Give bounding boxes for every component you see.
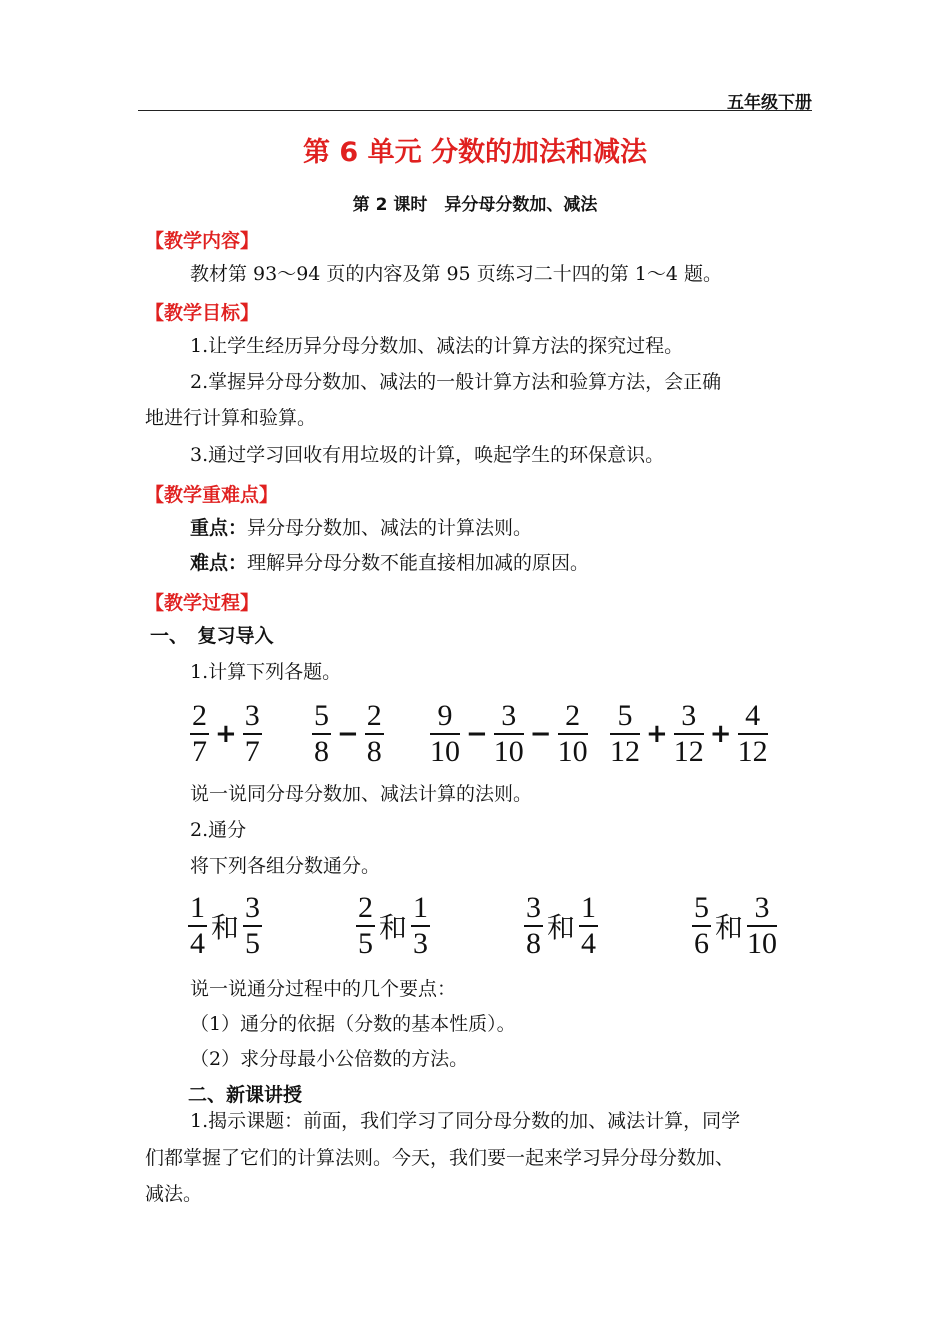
fraction: $\frac{3}{10}$ xyxy=(493,699,524,768)
minus-operator: − xyxy=(337,719,359,749)
fraction: $\frac{2}{5}$ xyxy=(358,891,373,960)
part2-title: 二、新课讲授 xyxy=(188,1084,303,1106)
header-rule xyxy=(138,110,812,111)
and-connector: 和 xyxy=(379,911,408,944)
minus-operator: − xyxy=(466,719,488,749)
fraction: $\frac{2}{10}$ xyxy=(557,699,588,768)
pair-2 xyxy=(356,892,430,960)
focus-text: 异分母分数加、减法的计算法则。 xyxy=(247,517,533,539)
fraction: $\frac{1}{4}$ xyxy=(190,891,205,960)
point-1: （1）通分的依据（分数的基本性质）。 xyxy=(190,1013,516,1035)
difficulty-text: 理解异分母分数不能直接相加减的原因。 xyxy=(247,552,590,574)
plus-operator: + xyxy=(215,719,237,749)
fraction: $\frac{2}{8}$ xyxy=(366,699,382,768)
item-2: 2.通分 xyxy=(190,819,247,841)
fraction: $\frac{3}{8}$ xyxy=(526,891,541,960)
fraction: $\frac{5}{12}$ xyxy=(610,699,640,768)
fraction: $\frac{3}{5}$ xyxy=(245,891,261,960)
unit-title: 第 6 单元 分数的加法和减法 xyxy=(303,137,647,168)
new-lesson-line2: 们都掌握了它们的计算法则。今天，我们要一起来学习异分母分数加、 xyxy=(145,1147,735,1169)
fraction: $\frac{4}{12}$ xyxy=(737,699,768,768)
focus-label: 重点： xyxy=(190,517,248,539)
plus-operator: + xyxy=(646,719,668,749)
new-lesson-line1: 1.揭示课题：前面，我们学习了同分母分数的加、减法计算，同学 xyxy=(190,1110,741,1132)
section-goals-heading: 【教学目标】 xyxy=(145,302,260,324)
part1-title: 一、 复习导入 xyxy=(150,625,274,647)
fraction: $\frac{1}{4}$ xyxy=(581,891,597,960)
fraction: $\frac{2}{7}$ xyxy=(192,699,207,768)
fraction: $\frac{5}{6}$ xyxy=(694,891,709,960)
say-rule: 说一说同分母分数加、减法计算的法则。 xyxy=(190,783,533,805)
say-points: 说一说通分过程中的几个要点： xyxy=(190,978,457,1000)
pair-3 xyxy=(524,892,598,960)
section-keypoints-heading: 【教学重难点】 xyxy=(145,484,279,506)
point-2: （2）求分母最小公倍数的方法。 xyxy=(190,1048,469,1070)
and-connector: 和 xyxy=(715,911,744,944)
goal-2-line2: 地进行计算和验算。 xyxy=(145,407,317,429)
content-text: 教材第 93～94 页的内容及第 95 页练习二十四的第 1～4 题。 xyxy=(190,263,722,285)
exercise-3 xyxy=(430,700,588,768)
goal-3: 3.通过学习回收有用垃圾的计算，唤起学生的环保意识。 xyxy=(190,444,665,466)
plus-operator: + xyxy=(709,719,732,749)
new-lesson-line3: 减法。 xyxy=(145,1183,203,1205)
goal-2-line1: 2.掌握异分母分数加、减法的一般计算方法和验算方法，会正确 xyxy=(190,371,722,393)
difficulty-line xyxy=(190,550,589,577)
lesson-title: 第 2 课时 异分母分数加、减法 xyxy=(352,195,598,215)
goal-1: 1.让学生经历异分母分数加、减法的计算方法的探究过程。 xyxy=(190,335,684,357)
exercise-2 xyxy=(312,700,384,768)
pair-1 xyxy=(188,892,262,960)
fraction: $\frac{3}{10}$ xyxy=(747,891,778,960)
section-process-heading: 【教学过程】 xyxy=(145,592,260,614)
and-connector: 和 xyxy=(211,911,240,944)
fraction: $\frac{1}{3}$ xyxy=(413,891,429,960)
exercise-1 xyxy=(190,700,262,768)
minus-operator: − xyxy=(529,719,552,749)
exercise-4 xyxy=(610,700,768,768)
item-2-desc: 将下列各组分数通分。 xyxy=(190,855,381,877)
difficulty-label: 难点： xyxy=(190,552,248,574)
and-connector: 和 xyxy=(547,911,576,944)
fraction: $\frac{3}{12}$ xyxy=(673,699,704,768)
pair-4 xyxy=(692,892,777,960)
grade-label: 五年级下册 xyxy=(727,93,812,113)
section-content-heading: 【教学内容】 xyxy=(145,230,260,252)
fraction: $\frac{9}{10}$ xyxy=(430,699,460,768)
fraction: $\frac{3}{7}$ xyxy=(244,699,260,768)
item-1: 1.计算下列各题。 xyxy=(190,661,342,683)
fraction: $\frac{5}{8}$ xyxy=(314,699,329,768)
focus-line xyxy=(190,515,532,542)
